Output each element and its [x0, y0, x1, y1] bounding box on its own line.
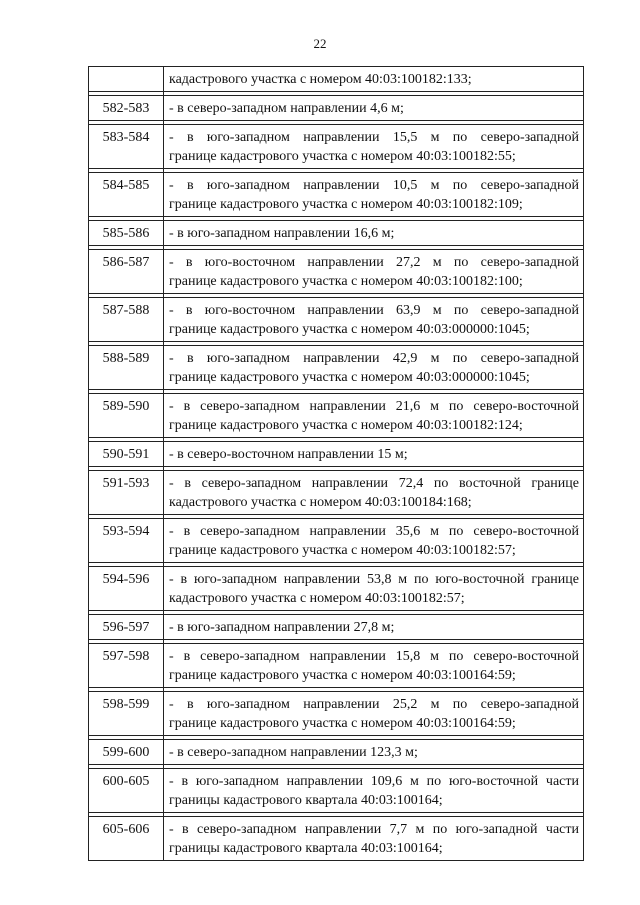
description-line: кадастрового участка с номером 40:03:100182:133;: [169, 72, 472, 87]
description-line: - в юго-западном направлении 42,9 м по северо-западной: [169, 351, 579, 366]
description-line: - в северо-восточном направлении 15 м;: [169, 447, 408, 462]
description-line: - в юго-восточном направлении 27,2 м по северо-западной: [169, 255, 579, 270]
description-line: - в юго-восточном направлении 63,9 м по северо-западной: [169, 303, 579, 318]
direction-description-cell: [164, 644, 584, 688]
description-line: границе кадастрового участка с номером 40:03:100182:57;: [169, 543, 516, 558]
table-row: [89, 125, 584, 169]
table-row: [89, 567, 584, 611]
direction-description-cell: [164, 394, 584, 438]
description-line: - в юго-западном направлении 25,2 м по северо-западной: [169, 697, 579, 712]
description-line: - в северо-западном направлении 123,3 м;: [169, 745, 418, 760]
direction-description-cell: [164, 125, 584, 169]
point-range-cell: 590-591: [89, 442, 164, 467]
description-line: - в северо-западном направлении 7,7 м по юго-западной части: [169, 822, 579, 837]
table-row: [89, 173, 584, 217]
boundary-description-table: [88, 66, 584, 861]
table-row: [89, 298, 584, 342]
table-row: [89, 817, 584, 861]
point-range-cell: 589-590: [89, 394, 164, 438]
description-line: - в северо-западном направлении 15,8 м по северо-восточной: [169, 649, 579, 664]
point-range-cell: 588-589: [89, 346, 164, 390]
direction-description-cell: [164, 615, 584, 640]
description-line: границе кадастрового участка с номером 40:03:100182:55;: [169, 149, 516, 164]
table-row: [89, 769, 584, 813]
table-body: [89, 67, 584, 861]
description-line: границе кадастрового участка с номером 40:03:100182:124;: [169, 418, 523, 433]
point-range-cell: 600-605: [89, 769, 164, 813]
point-range-cell: 593-594: [89, 519, 164, 563]
direction-description-cell: [164, 769, 584, 813]
table-row: [89, 394, 584, 438]
table-row: [89, 250, 584, 294]
description-line: - в северо-западном направлении 72,4 по восточной границе: [169, 476, 579, 491]
point-range-cell: 594-596: [89, 567, 164, 611]
description-line: - в юго-западном направлении 10,5 м по северо-западной: [169, 178, 579, 193]
direction-description-cell: [164, 346, 584, 390]
point-range-cell: 591-593: [89, 471, 164, 515]
description-line: кадастрового участка с номером 40:03:100184:168;: [169, 495, 472, 510]
point-range-cell: 582-583: [89, 96, 164, 121]
description-line: - в юго-западном направлении 15,5 м по северо-западной: [169, 130, 579, 145]
direction-description-cell: [164, 298, 584, 342]
direction-description-cell: [164, 817, 584, 861]
direction-description-cell: [164, 471, 584, 515]
direction-description-cell: [164, 96, 584, 121]
direction-description-cell: [164, 67, 584, 92]
description-line: - в северо-западном направлении 4,6 м;: [169, 101, 404, 116]
direction-description-cell: [164, 250, 584, 294]
description-line: - в юго-западном направлении 27,8 м;: [169, 620, 395, 635]
description-line: кадастрового участка с номером 40:03:100182:57;: [169, 591, 465, 606]
description-line: - в юго-западном направлении 16,6 м;: [169, 226, 395, 241]
direction-description-cell: [164, 221, 584, 246]
direction-description-cell: [164, 692, 584, 736]
direction-description-cell: [164, 519, 584, 563]
direction-description-cell: [164, 567, 584, 611]
table-row: [89, 442, 584, 467]
description-line: границе кадастрового участка с номером 40:03:100182:109;: [169, 197, 523, 212]
table-row: [89, 471, 584, 515]
direction-description-cell: [164, 173, 584, 217]
description-line: - в юго-западном направлении 109,6 м по юго-восточной части: [169, 774, 579, 789]
point-range-cell: 583-584: [89, 125, 164, 169]
point-range-cell: 586-587: [89, 250, 164, 294]
description-line: границе кадастрового участка с номером 40:03:000000:1045;: [169, 322, 530, 337]
table-row: [89, 67, 584, 92]
point-range-cell: [89, 67, 164, 92]
table-row: [89, 644, 584, 688]
description-line: границы кадастрового квартала 40:03:100164;: [169, 841, 443, 856]
table-row: [89, 221, 584, 246]
point-range-cell: 598-599: [89, 692, 164, 736]
point-range-cell: 596-597: [89, 615, 164, 640]
table-row: [89, 519, 584, 563]
direction-description-cell: [164, 442, 584, 467]
point-range-cell: 605-606: [89, 817, 164, 861]
point-range-cell: 587-588: [89, 298, 164, 342]
table-row: [89, 615, 584, 640]
table-row: [89, 692, 584, 736]
description-line: границы кадастрового квартала 40:03:100164;: [169, 793, 443, 808]
point-range-cell: 599-600: [89, 740, 164, 765]
description-line: границе кадастрового участка с номером 40:03:100164:59;: [169, 716, 516, 731]
description-line: - в северо-западном направлении 35,6 м по северо-восточной: [169, 524, 579, 539]
table-row: [89, 346, 584, 390]
description-line: границе кадастрового участка с номером 40:03:000000:1045;: [169, 370, 530, 385]
point-range-cell: 585-586: [89, 221, 164, 246]
description-line: границе кадастрового участка с номером 40:03:100182:100;: [169, 274, 523, 289]
point-range-cell: 597-598: [89, 644, 164, 688]
description-line: - в юго-западном направлении 53,8 м по юго-восточной границе: [169, 572, 579, 587]
table-row: [89, 740, 584, 765]
table-row: [89, 96, 584, 121]
description-line: границе кадастрового участка с номером 40:03:100164:59;: [169, 668, 516, 683]
description-line: - в северо-западном направлении 21,6 м по северо-восточной: [169, 399, 579, 414]
point-range-cell: 584-585: [89, 173, 164, 217]
page-number: 22: [313, 36, 327, 51]
direction-description-cell: [164, 740, 584, 765]
